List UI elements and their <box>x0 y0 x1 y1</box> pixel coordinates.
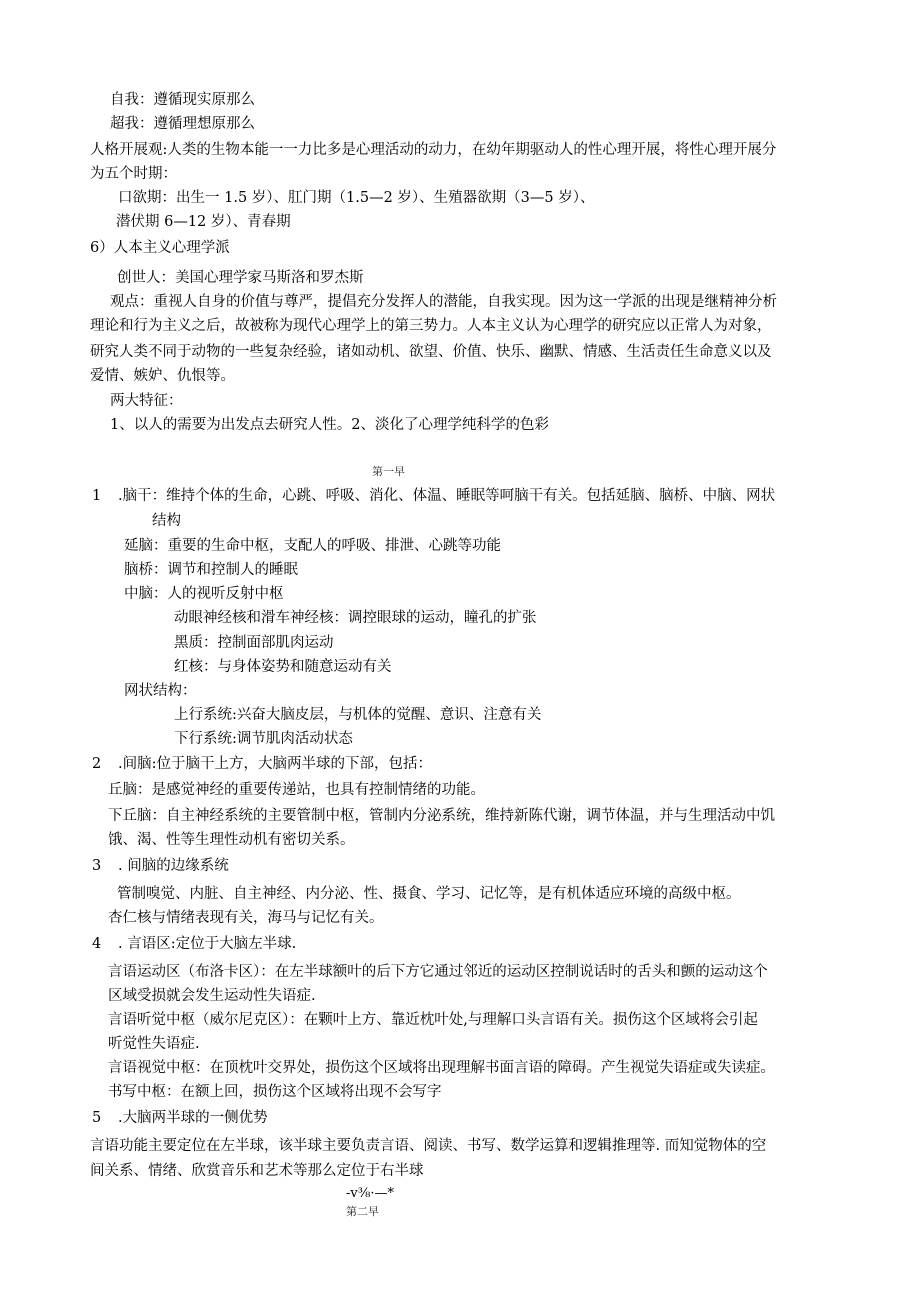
text-line: 网状结构： <box>124 683 197 699</box>
text-line: 饿、渴、性等生理性动机有密切关系。 <box>108 832 355 848</box>
text-line: 潜伏期 6—12 岁）、青春期 <box>116 214 291 230</box>
text-line: 超我：遵循理想原那么 <box>110 116 255 132</box>
chapter-heading: 第二早 <box>346 1205 379 1218</box>
text-line: 脑桥：调节和控制人的睡眠 <box>124 562 298 578</box>
text-line: 结构 <box>152 513 181 529</box>
list-item <box>92 754 432 774</box>
garbled-mark: -v⅜·—* <box>346 1186 394 1201</box>
text-line: 两大特征： <box>110 393 183 409</box>
text-line: 黑质：控制面部肌肉运动 <box>174 635 334 651</box>
text-line: 动眼神经核和滑车神经核：调控眼球的运动，瞳孔的扩张 <box>174 610 537 626</box>
text-line: 间关系、情绪、欣赏音乐和艺术等那么定位于右半球 <box>90 1163 424 1179</box>
text-line: 听觉性失语症. <box>108 1036 200 1052</box>
list-text: . 间脑的边缘系统 <box>118 858 229 874</box>
text-line: 自我：遵循现实原那么 <box>110 92 255 108</box>
text-line: 为五个时期： <box>90 166 177 182</box>
text-line: 区域受损就会发生运动性失语症. <box>108 988 316 1004</box>
list-text: . 言语区:定位于大脑左半球. <box>118 936 297 952</box>
text-line: 言语视觉中枢：在顶枕叶交界处，损伤这个区域将出现理解书面言语的障碍。产生视觉失语症或失读症。 <box>108 1060 775 1076</box>
list-text: .脑干：维持个体的生命，心跳、呼吸、消化、体温、睡眠等呵脑干有关。包括延脑、脑桥、中脑、网状 <box>118 488 776 504</box>
text-line: 研究人类不同于动物的一些复杂经验，诸如动机、欲望、价值、快乐、幽默、情感、生活责任生命意义以及 <box>90 344 772 360</box>
list-number: 2 <box>92 756 102 772</box>
list-number: 4 <box>92 936 102 952</box>
list-item <box>92 1108 268 1128</box>
text-line: 1、以人的需要为出发点去研究人性。2、淡化了心理学纯科学的色彩 <box>110 417 549 433</box>
section-heading: 6）人本主义心理学派 <box>90 240 230 256</box>
text-line: 中脑：人的视听反射中枢 <box>124 586 284 602</box>
text-line: 红核：与身体姿势和随意运动有关 <box>174 659 392 675</box>
text-line: 丘脑：是感觉神经的重要传递站，也具有控制情绪的功能。 <box>108 782 485 798</box>
text-line: 延脑：重要的生命中枢，支配人的呼吸、排泄、心跳等功能 <box>124 538 501 554</box>
text-line: 言语听觉中枢（威尔尼克区）：在颗叶上方、靠近枕叶处,与理解口头言语有关。损伤这个区域将会引起 <box>108 1012 758 1028</box>
list-item <box>92 934 296 954</box>
text-line: 书写中枢：在额上回，损伤这个区域将出现不会写字 <box>108 1084 442 1100</box>
chapter-heading: 第一早 <box>372 465 405 478</box>
list-number: 5 <box>92 1110 102 1126</box>
list-text: .间脑:位于脑干上方，大脑两半球的下部，包括： <box>118 756 432 772</box>
list-item <box>92 486 775 506</box>
text-line: 理论和行为主义之后，故被称为现代心理学上的第三势力。人本主义认为心理学的研究应以正常人为对象， <box>90 318 772 334</box>
text-line: 口欲期：出生一 1.5 岁）、肛门期（1.5—2 岁）、生殖器欲期（3—5 岁）、 <box>118 190 595 206</box>
text-line: 下丘脑：自主神经系统的主要管制中枢，管制内分泌系统，维持新陈代谢，调节体温，并与生理活动中饥 <box>108 808 775 824</box>
text-line: 管制嗅觉、内脏、自主神经、内分泌、性、摄食、学习、记忆等，是有机体适应环境的高级中枢。 <box>117 886 741 902</box>
text-line: 下行系统:调节肌肉活动状态 <box>174 731 353 747</box>
list-number: 3 <box>92 858 102 874</box>
list-item <box>92 856 229 876</box>
list-number: 1 <box>92 488 102 504</box>
text-line: 观点：重视人自身的价值与尊严，提倡充分发挥人的潜能，自我实现。因为这一学派的出现是继精神分析 <box>110 294 777 310</box>
list-text: .大脑两半球的一侧优势 <box>118 1110 268 1126</box>
text-line: 创世人：美国心理学家马斯洛和罗杰斯 <box>117 270 364 286</box>
text-line: 爱情、嫉妒、仇恨等。 <box>90 368 235 384</box>
text-line: 言语运动区（布洛卡区）：在左半球额叶的后下方它通过邻近的运动区控制说话时的舌头和颤的运动这个 <box>108 964 768 980</box>
text-line: 言语功能主要定位在左半球，该半球主要负责言语、阅读、书写、数学运算和逻辑推理等. 而知觉物体的空 <box>90 1138 767 1154</box>
text-line: 上行系统:兴奋大脑皮层，与机体的觉醒、意识、注意有关 <box>174 707 542 723</box>
text-line: 杏仁核与情绪表现有关，海马与记忆有关。 <box>108 910 384 926</box>
text-line: 人格开展观:人类的生物本能一一力比多是心理活动的动力，在幼年期驱动人的性心理开展，将性心理开展分 <box>90 142 777 158</box>
